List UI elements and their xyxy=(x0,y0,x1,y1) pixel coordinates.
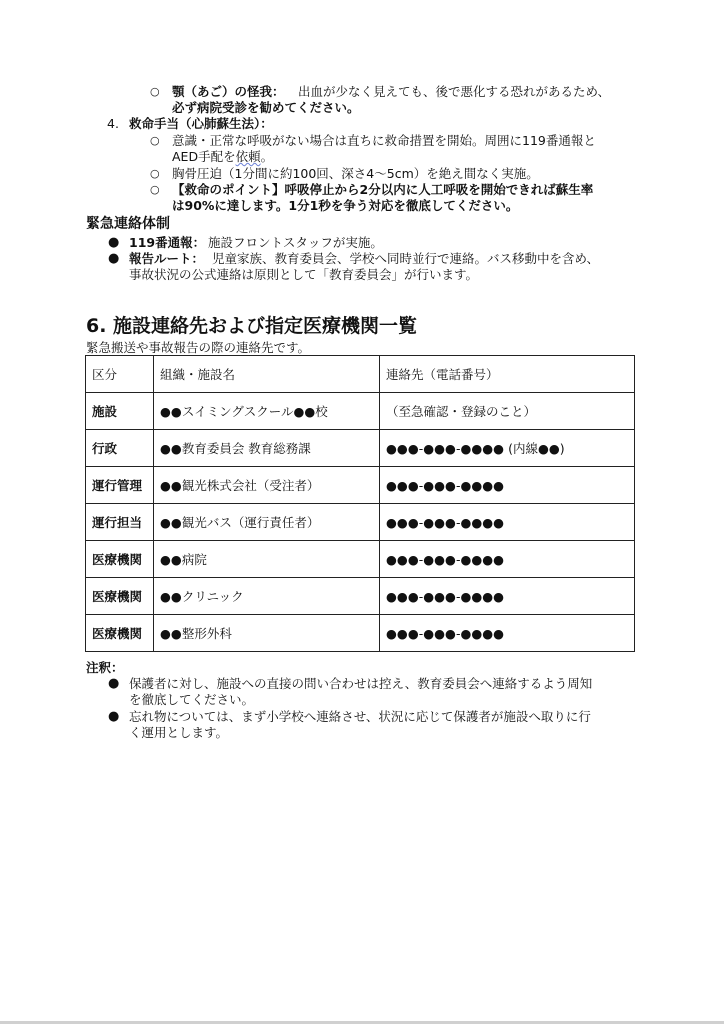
list-bullet-dot: ● xyxy=(108,709,120,724)
table-header-cell: 区分 xyxy=(86,356,154,393)
list-bullet-circle: ○ xyxy=(150,134,160,147)
phone-cell: ●●●-●●●-●●●● xyxy=(380,578,635,615)
organization-cell: ●●教育委員会 教育総務課 xyxy=(154,430,380,467)
category-cell: 医療機関 xyxy=(86,541,154,578)
table-header-cell: 組織・施設名 xyxy=(154,356,380,393)
table-row xyxy=(86,504,635,541)
category-cell: 医療機関 xyxy=(86,615,154,652)
phone-cell: ●●●-●●●-●●●● xyxy=(380,541,635,578)
table-row xyxy=(86,615,635,652)
jaw-injury-text-cont: 必ず病院受診を勧めてください。 xyxy=(172,100,360,115)
table-row xyxy=(86,393,635,430)
list-bullet-dot: ● xyxy=(108,235,120,250)
list-bullet-circle: ○ xyxy=(150,167,160,180)
section-6-title: 6. 施設連絡先および指定医療機関一覧 xyxy=(86,315,418,337)
cpr-item-3-line2: は90%に達します。1分1秒を争う対応を徹底してください。 xyxy=(172,198,519,213)
jaw-injury-text: 出血が少なく見えても、後で悪化する恐れがあるため、 xyxy=(298,84,611,99)
organization-cell: ●●整形外科 xyxy=(154,615,380,652)
organization-cell: ●●スイミングスクール●●校 xyxy=(154,393,380,430)
organization-cell: ●●病院 xyxy=(154,541,380,578)
cpr-item-1-line1: 意識・正常な呼吸がない場合は直ちに救命措置を開始。周囲に119番通報と xyxy=(172,133,596,148)
phone-cell: （至急確認・登録のこと） xyxy=(380,393,635,430)
note-1-line1: 保護者に対し、施設への直接の問い合わせは控え、教育委員会へ連絡するよう周知 xyxy=(129,676,593,691)
category-cell: 施設 xyxy=(86,393,154,430)
list-bullet-dot: ● xyxy=(108,251,120,266)
category-cell: 医療機関 xyxy=(86,578,154,615)
emergency-heading: 緊急連絡体制 xyxy=(86,216,170,232)
organization-cell: ●●クリニック xyxy=(154,578,380,615)
phone-cell: ●●●-●●●-●●●● xyxy=(380,467,635,504)
cpr-number: 4. xyxy=(107,116,119,131)
table-header-cell: 連絡先（電話番号） xyxy=(380,356,635,393)
organization-cell: ●●観光バス（運行責任者） xyxy=(154,504,380,541)
phone-cell: ●●●-●●●-●●●● xyxy=(380,615,635,652)
cpr-item-2-text: 胸骨圧迫（1分間に約100回、深さ4〜5cm）を絶え間なく実施。 xyxy=(172,166,539,181)
category-cell: 行政 xyxy=(86,430,154,467)
list-bullet-circle: ○ xyxy=(150,85,160,98)
table-row xyxy=(86,541,635,578)
notes-label: 注釈： xyxy=(86,660,124,675)
emergency-item-2-text: 児童家族、教育委員会、学校へ同時並行で連絡。バス移動中を含め、 xyxy=(212,251,600,266)
organization-cell: ●●観光株式会社（受注者） xyxy=(154,467,380,504)
table-header-row xyxy=(86,356,635,393)
emergency-item-1-label: 119番通報： xyxy=(129,235,206,250)
emergency-item-1-text: 施設フロントスタッフが実施。 xyxy=(208,235,383,250)
cpr-title: 救命手当（心肺蘇生法）： xyxy=(129,116,273,131)
list-bullet-dot: ● xyxy=(108,676,120,691)
category-cell: 運行担当 xyxy=(86,504,154,541)
cpr-item-1-line2: AED手配を依頼。 xyxy=(172,149,274,164)
jaw-injury-label: 顎（あご）の怪我： xyxy=(172,84,285,99)
section-6-intro: 緊急搬送や事故報告の際の連絡先です。 xyxy=(86,340,311,355)
note-1-line2: を徹底してください。 xyxy=(129,692,255,707)
emergency-item-2-text-cont: 事故状況の公式連絡は原則として「教育委員会」が行います。 xyxy=(129,267,479,282)
table-row xyxy=(86,430,635,467)
phone-cell: ●●●-●●●-●●●● xyxy=(380,504,635,541)
contacts-table xyxy=(85,355,635,652)
table-row xyxy=(86,467,635,504)
cpr-item-3-line1: 【救命のポイント】呼吸停止から2分以内に人工呼吸を開始できれば蘇生率 xyxy=(172,182,594,197)
note-2-line1: 忘れ物については、まず小学校へ連絡させ、状況に応じて保護者が施設へ取りに行 xyxy=(129,709,591,724)
spellcheck-underlined-word: 依頼 xyxy=(235,149,261,164)
note-2-line2: く運用とします。 xyxy=(129,725,229,740)
list-bullet-circle: ○ xyxy=(150,183,160,196)
phone-cell: ●●●-●●●-●●●● (内線●●) xyxy=(380,430,635,467)
emergency-item-2-label: 報告ルート： xyxy=(129,251,205,266)
table-row xyxy=(86,578,635,615)
category-cell: 運行管理 xyxy=(86,467,154,504)
